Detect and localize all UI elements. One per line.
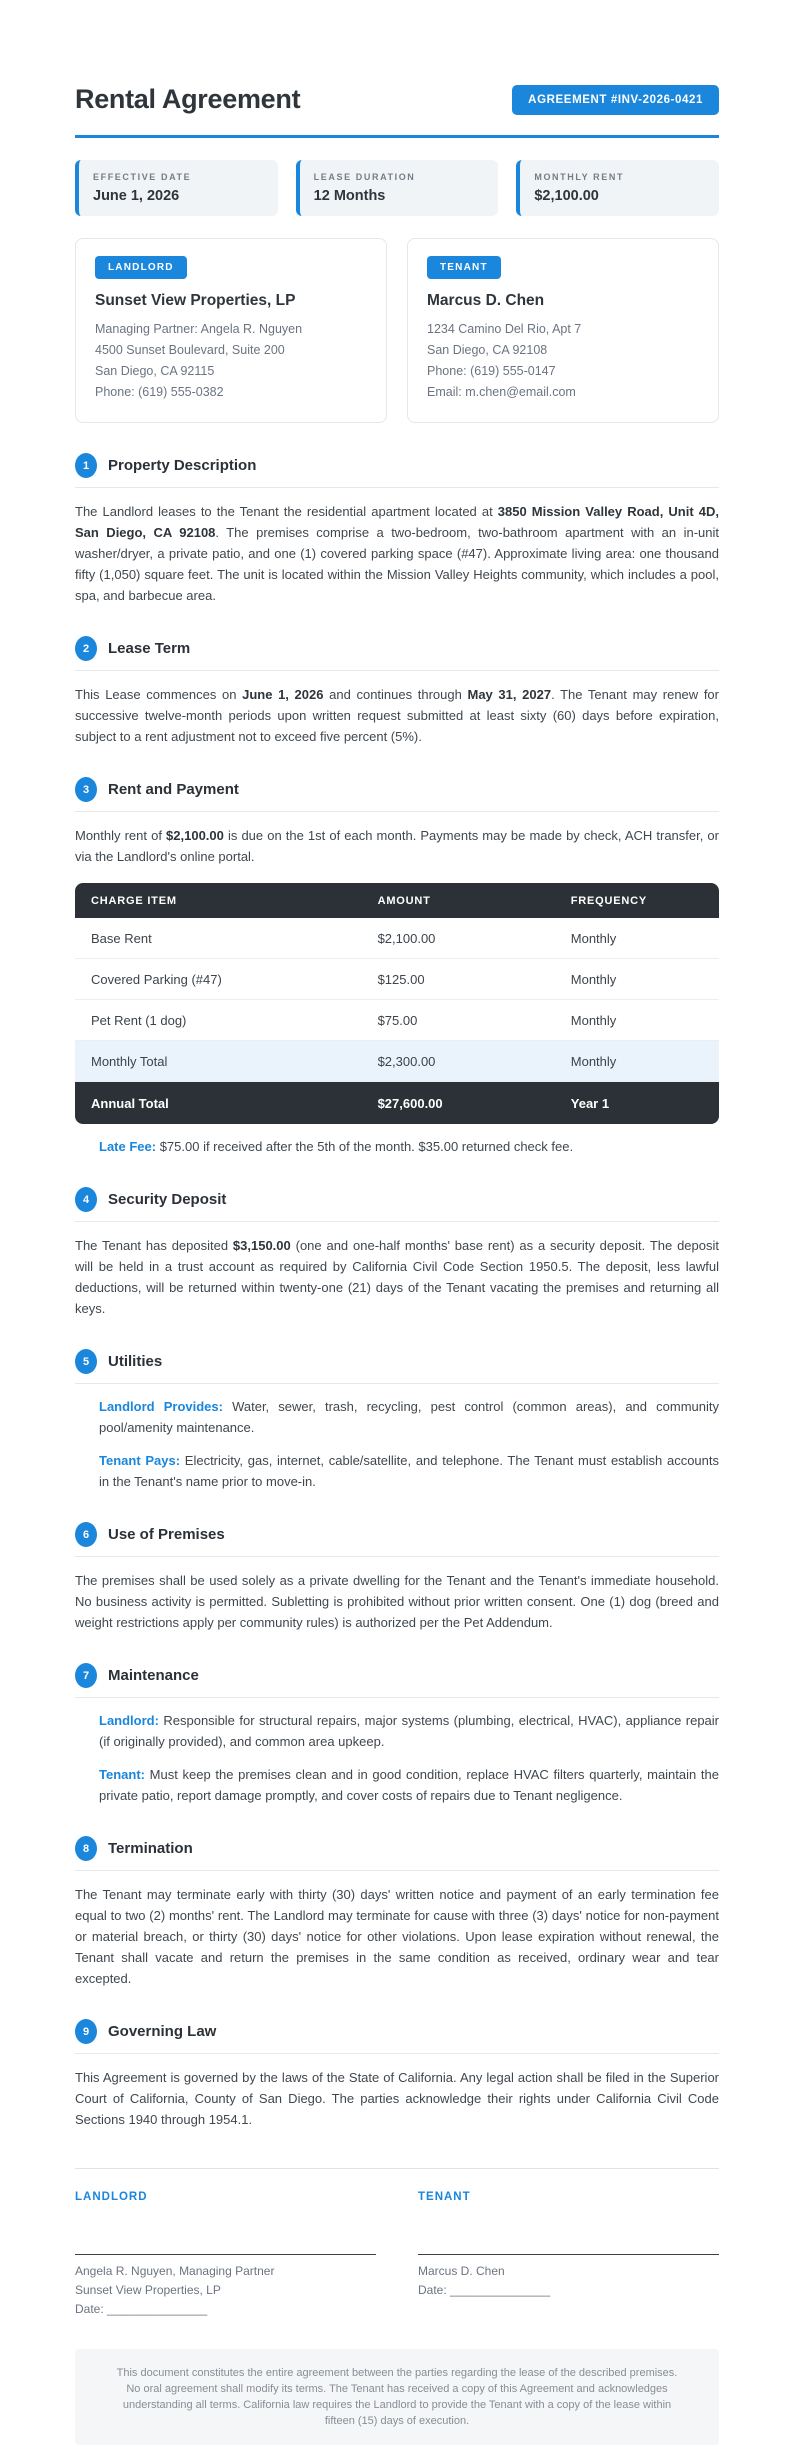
table-header-row — [75, 883, 719, 918]
section-title: Property Description — [108, 457, 257, 474]
table-cell: $75.00 — [377, 1012, 418, 1028]
section-heading — [75, 636, 719, 661]
footer-note: This document constitutes the entire agreement between the parties regarding the lease of the described premises. No oral agreement shall modify its terms. The Tenant has received a copy of this Agreement and acknowledges understanding all terms. California law requires the Landlord to provide the Tenant with a copy of the lease within fifteen (15) days of execution. — [75, 2349, 719, 2445]
section-paragraph: This Lease commences on June 1, 2026 and continues through May 31, 2027. The Tenant may renew for successive twelve-month periods upon written request submitted at least sixty (60) days before expiration, subject to a rent adjustment not to exceed five percent (5%). — [75, 687, 719, 744]
section-paragraph: The premises shall be used solely as a private dwelling for the Tenant and the Tenant's immediate household. No business activity is permitted. Subletting is prohibited without prior written consent. One (1) dog (breed and weight restrictions apply per community rules) is authorized per the Pet Addendum. — [75, 1573, 719, 1630]
sections — [75, 453, 719, 2130]
document-header — [75, 84, 719, 115]
section-heading — [75, 1187, 719, 1212]
section-paragraph: The Tenant has deposited $3,150.00 (one and one-half months' base rent) as a security deposit. The deposit will be held in a trust account as required by California Civil Code Section 1950.5. The deposit, less lawful deductions, will be returned within twenty-one (21) days of the Tenant vacating the premises and returning all keys. — [75, 1238, 719, 1316]
section-number-badge: 2 — [75, 636, 97, 661]
section-divider — [75, 1221, 719, 1222]
section-number-badge: 8 — [75, 1836, 97, 1861]
table-cell: Base Rent — [91, 930, 152, 946]
section-divider — [75, 487, 719, 488]
section-note: Tenant: Must keep the premises clean and in good condition, replace HVAC filters quarterly, maintain the private patio, report damage promptly, and cover costs of repairs due to Tenant negligence. — [99, 1767, 719, 1803]
section-number-badge: 4 — [75, 1187, 97, 1212]
table-row — [75, 959, 719, 1000]
party-line: San Diego, CA 92108 — [427, 343, 548, 357]
meta-card-value: June 1, 2026 — [93, 188, 180, 204]
party-line: San Diego, CA 92115 — [95, 364, 215, 378]
meta-card-label: LEASE DURATION — [313, 172, 416, 182]
table-cell: Monthly — [570, 971, 617, 987]
party-details — [95, 319, 367, 403]
party-name: Sunset View Properties, LP — [95, 292, 296, 309]
parties-row — [75, 238, 719, 423]
table-cell: Pet Rent (1 dog) — [91, 1012, 187, 1028]
table-cell: Year 1 — [570, 1095, 610, 1111]
charges-table — [75, 883, 719, 1124]
section-rent-and-payment — [75, 777, 719, 1157]
meta-card — [75, 160, 278, 216]
section-title: Use of Premises — [108, 1526, 225, 1543]
signature-name-line: Date: _______________ — [75, 2302, 208, 2316]
party-line: Phone: (619) 555-0147 — [427, 364, 556, 378]
section-use-of-premises — [75, 1522, 719, 1633]
table-cell: Annual Total — [91, 1095, 169, 1111]
section-title: Termination — [108, 1840, 193, 1857]
table-cell: Monthly — [570, 1012, 617, 1028]
meta-card-label: MONTHLY RENT — [534, 172, 625, 182]
signature-column-landlord — [75, 2191, 376, 2319]
section-heading — [75, 1836, 719, 1861]
section-note: Tenant Pays: Electricity, gas, internet, cable/satellite, and telephone. The Tenant must establish accounts in the Tenant's name prior to move-in. — [99, 1453, 719, 1489]
signature-line — [75, 2203, 376, 2255]
table-cell: $2,100.00 — [377, 930, 436, 946]
section-number-badge: 1 — [75, 453, 97, 478]
note-label: Late Fee: — [99, 1139, 157, 1154]
section-number-badge: 9 — [75, 2019, 97, 2044]
table-row — [75, 1000, 719, 1041]
party-line: Phone: (619) 555-0382 — [95, 385, 224, 399]
meta-cards-row — [75, 160, 719, 216]
party-line: Email: m.chen@email.com — [427, 385, 576, 399]
section-divider — [75, 1383, 719, 1384]
section-governing-law — [75, 2019, 719, 2130]
section-paragraph: This Agreement is governed by the laws of the State of California. Any legal action shall be filed in the Superior Court of California, County of San Diego. The parties acknowledge their rights under California Civil Code Sections 1940 through 1954.1. — [75, 2070, 719, 2127]
table-row — [75, 1082, 719, 1124]
section-heading — [75, 777, 719, 802]
section-maintenance — [75, 1663, 719, 1806]
note-label: Landlord Provides: — [99, 1399, 223, 1414]
table-cell: Monthly — [570, 930, 617, 946]
table-cell: Monthly Total — [91, 1053, 168, 1069]
table-cell: Monthly — [570, 1053, 617, 1069]
signature-name-line: Angela R. Nguyen, Managing Partner — [75, 2264, 275, 2278]
meta-card — [296, 160, 499, 216]
section-number-badge: 6 — [75, 1522, 97, 1547]
section-note: Landlord: Responsible for structural repairs, major systems (plumbing, electrical, HVAC), appliance repair (if originally provided), and common area upkeep. — [99, 1713, 719, 1749]
signature-role-label: TENANT — [418, 2191, 471, 2203]
signature-details — [418, 2262, 719, 2300]
table-cell: $125.00 — [377, 971, 425, 987]
party-card — [407, 238, 719, 423]
table-header-cell: CHARGE ITEM — [91, 894, 177, 907]
section-note: Landlord Provides: Water, sewer, trash, recycling, pest control (common areas), and community pool/amenity maintenance. — [99, 1399, 719, 1435]
signature-role-label: LANDLORD — [75, 2191, 148, 2203]
party-role-badge: LANDLORD — [95, 256, 187, 279]
signature-details — [75, 2262, 376, 2319]
section-paragraph: The Landlord leases to the Tenant the residential apartment located at 3850 Mission Valley Road, Unit 4D, San Diego, CA 92108. The premises comprise a two-bedroom, two-bathroom apartment with an in-unit washer/dryer, a private patio, and one (1) covered parking space (#47). Approximate living area: one thousand fifty (1,050) square feet. The unit is located within the Mission Valley Heights community, which includes a pool, spa, and barbecue area. — [75, 504, 719, 603]
table-header-cell: FREQUENCY — [570, 894, 648, 907]
table-row — [75, 1041, 719, 1082]
signature-section — [75, 2191, 719, 2319]
table-cell: $27,600.00 — [377, 1095, 443, 1111]
table-cell: $2,300.00 — [377, 1053, 436, 1069]
party-name: Marcus D. Chen — [427, 292, 545, 309]
party-card — [75, 238, 387, 423]
section-title: Maintenance — [108, 1667, 199, 1684]
section-title: Lease Term — [108, 640, 191, 657]
section-title: Security Deposit — [108, 1191, 227, 1208]
signature-column-tenant — [418, 2191, 719, 2319]
signature-divider — [75, 2168, 719, 2169]
section-number-badge: 7 — [75, 1663, 97, 1688]
section-heading — [75, 1663, 719, 1688]
section-divider — [75, 1870, 719, 1871]
section-termination — [75, 1836, 719, 1989]
section-utilities — [75, 1349, 719, 1492]
section-lease-term — [75, 636, 719, 747]
section-heading — [75, 2019, 719, 2044]
section-note: Late Fee: $75.00 if received after the 5th of the month. $35.00 returned check fee. — [99, 1139, 574, 1154]
meta-card-value: $2,100.00 — [534, 188, 599, 204]
section-heading — [75, 453, 719, 478]
agreement-number-badge: AGREEMENT #INV-2026-0421 — [512, 85, 719, 115]
party-line: Managing Partner: Angela R. Nguyen — [95, 322, 303, 336]
table-header-cell: AMOUNT — [377, 894, 431, 907]
signature-name-line: Marcus D. Chen — [418, 2264, 505, 2278]
note-label: Landlord: — [99, 1713, 159, 1728]
section-divider — [75, 1697, 719, 1698]
section-title: Utilities — [108, 1353, 163, 1370]
section-divider — [75, 1556, 719, 1557]
section-title: Governing Law — [108, 2023, 217, 2040]
meta-card-label: EFFECTIVE DATE — [93, 172, 192, 182]
section-divider — [75, 811, 719, 812]
meta-card — [516, 160, 719, 216]
party-role-badge: TENANT — [427, 256, 501, 279]
table-row — [75, 918, 719, 959]
party-line: 4500 Sunset Boulevard, Suite 200 — [95, 343, 285, 357]
title-divider — [75, 135, 719, 138]
signature-name-line: Date: _______________ — [418, 2283, 551, 2297]
note-label: Tenant: — [99, 1767, 145, 1782]
page-title: Rental Agreement — [75, 84, 301, 114]
party-line: 1234 Camino Del Rio, Apt 7 — [427, 322, 582, 336]
section-property-description — [75, 453, 719, 606]
party-details — [427, 319, 699, 403]
section-divider — [75, 670, 719, 671]
section-divider — [75, 2053, 719, 2054]
section-number-badge: 3 — [75, 777, 97, 802]
note-label: Tenant Pays: — [99, 1453, 181, 1468]
section-heading — [75, 1349, 719, 1374]
section-security-deposit — [75, 1187, 719, 1319]
section-heading — [75, 1522, 719, 1547]
table-cell: Covered Parking (#47) — [91, 971, 222, 987]
signature-name-line: Sunset View Properties, LP — [75, 2283, 221, 2297]
meta-card-value: 12 Months — [313, 188, 386, 204]
section-number-badge: 5 — [75, 1349, 97, 1374]
section-paragraph: Monthly rent of $2,100.00 is due on the 1st of each month. Payments may be made by check, ACH transfer, or via the Landlord's online portal. — [75, 828, 719, 864]
signature-line — [418, 2203, 719, 2255]
section-title: Rent and Payment — [108, 781, 239, 798]
section-paragraph: The Tenant may terminate early with thirty (30) days' written notice and payment of an early termination fee equal to two (2) months' rent. The Landlord may terminate for cause with three (3) days' notice for non-payment or material breach, or thirty (30) days' notice for other violations. Upon lease expiration without renewal, the Tenant shall vacate and return the premises in the same condition as received, ordinary wear and tear excepted. — [75, 1887, 719, 1986]
